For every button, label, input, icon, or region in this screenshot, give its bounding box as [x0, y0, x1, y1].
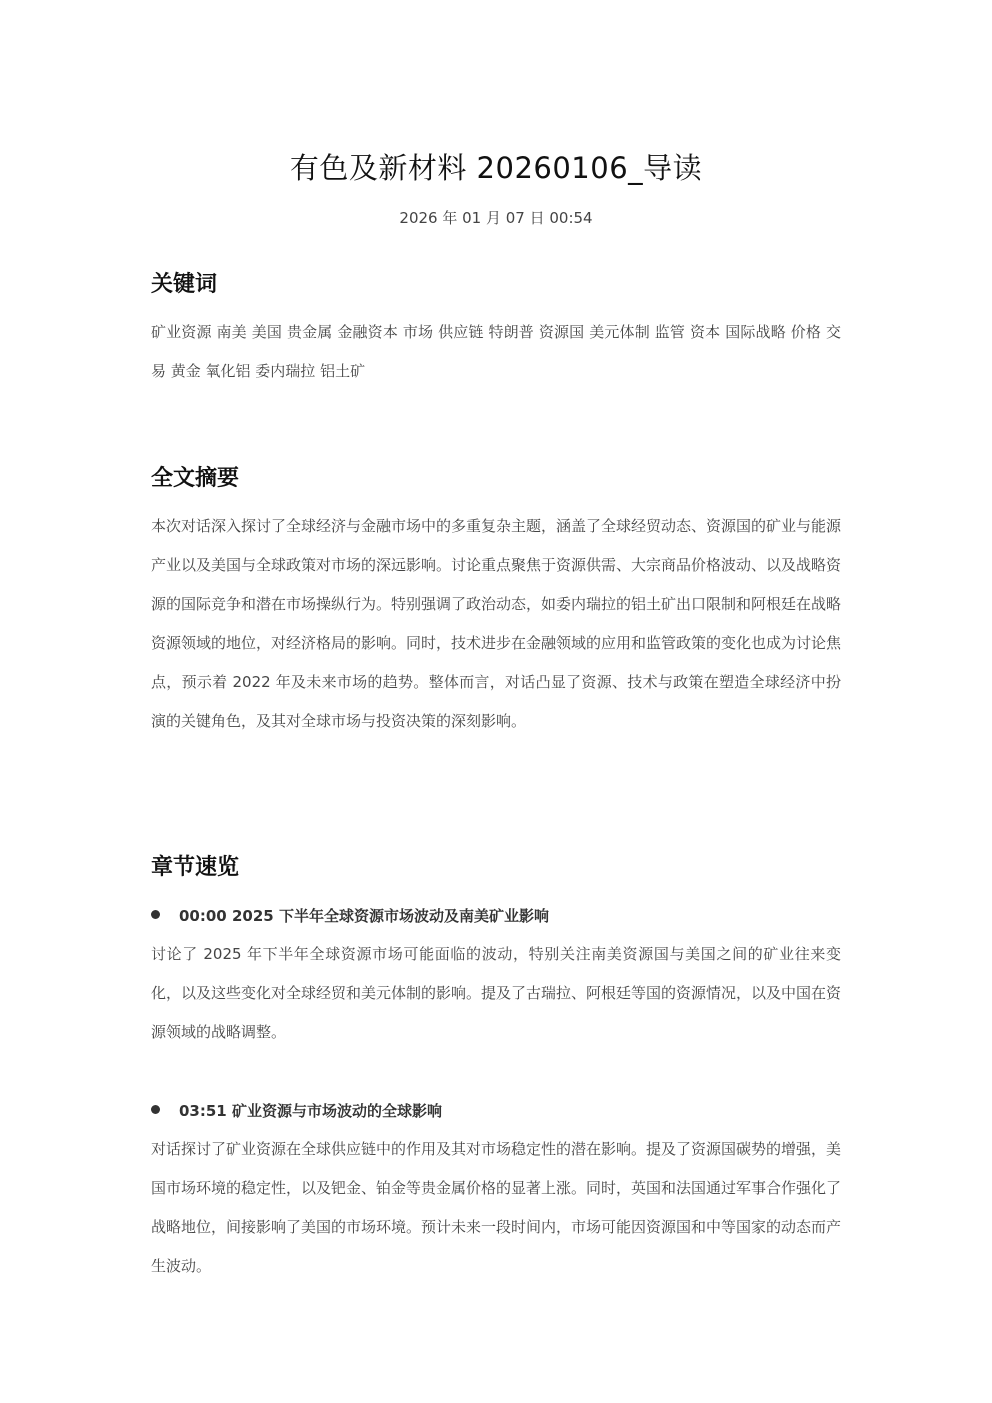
- bullet-icon: [151, 910, 160, 919]
- bullet-icon: [151, 1105, 160, 1114]
- keywords-text: 矿业资源 南美 美国 贵金属 金融资本 市场 供应链 特朗普 资源国 美元体制 监管 资本 国际战略 价格 交易 黄金 氧化铝 委内瑞拉 铝土矿: [151, 323, 841, 380]
- chapter-item-title: [151, 1100, 841, 1121]
- chapter-item-text: 对话探讨了矿业资源在全球供应链中的作用及其对市场稳定性的潜在影响。提及了资源国碳势的增强，美国市场环境的稳定性，以及钯金、铂金等贵金属价格的显著上涨。同时，英国和法国通过军事合作强化了战略地位，间接影响了美国的市场环境。预计未来一段时间内，市场可能因资源国和中等国家的动态而产生波动。: [151, 1140, 842, 1275]
- keywords-heading: 关键词: [151, 272, 218, 297]
- document-datetime: 2026 年 01 月 07 日 00:54: [399, 209, 593, 227]
- chapter-title-text: 03:51 矿业资源与市场波动的全球影响: [179, 1102, 442, 1120]
- chapter-item-title: [151, 905, 841, 926]
- chapter-item-text: 讨论了 2025 年下半年全球资源市场可能面临的波动，特别关注南美资源国与美国之间的矿业往来变化，以及这些变化对全球经贸和美元体制的影响。提及了古瑞拉、阿根廷等国的资源情况，以及中国在资源领域的战略调整。: [151, 945, 842, 1041]
- summary-text: 本次对话深入探讨了全球经济与金融市场中的多重复杂主题，涵盖了全球经贸动态、资源国的矿业与能源产业以及美国与全球政策对市场的深远影响。讨论重点聚焦于资源供需、大宗商品价格波动、以及战略资源的国际竞争和潜在市场操纵行为。特别强调了政治动态，如委内瑞拉的铝土矿出口限制和阿根廷在战略资源领域的地位，对经济格局的影响。同时，技术进步在金融领域的应用和监管政策的变化也成为讨论焦点，预示着 2022 年及未来市场的趋势。整体而言，对话凸显了资源、技术与政策在塑造全球经济中扮演的关键角色，及其对全球市场与投资决策的深刻影响。: [151, 517, 842, 730]
- chapter-title-text: 00:00 2025 下半年全球资源市场波动及南美矿业影响: [179, 907, 549, 925]
- chapters-heading: 章节速览: [151, 855, 240, 880]
- document-title: 有色及新材料 20260106_导读: [289, 151, 703, 185]
- summary-heading: 全文摘要: [151, 466, 240, 491]
